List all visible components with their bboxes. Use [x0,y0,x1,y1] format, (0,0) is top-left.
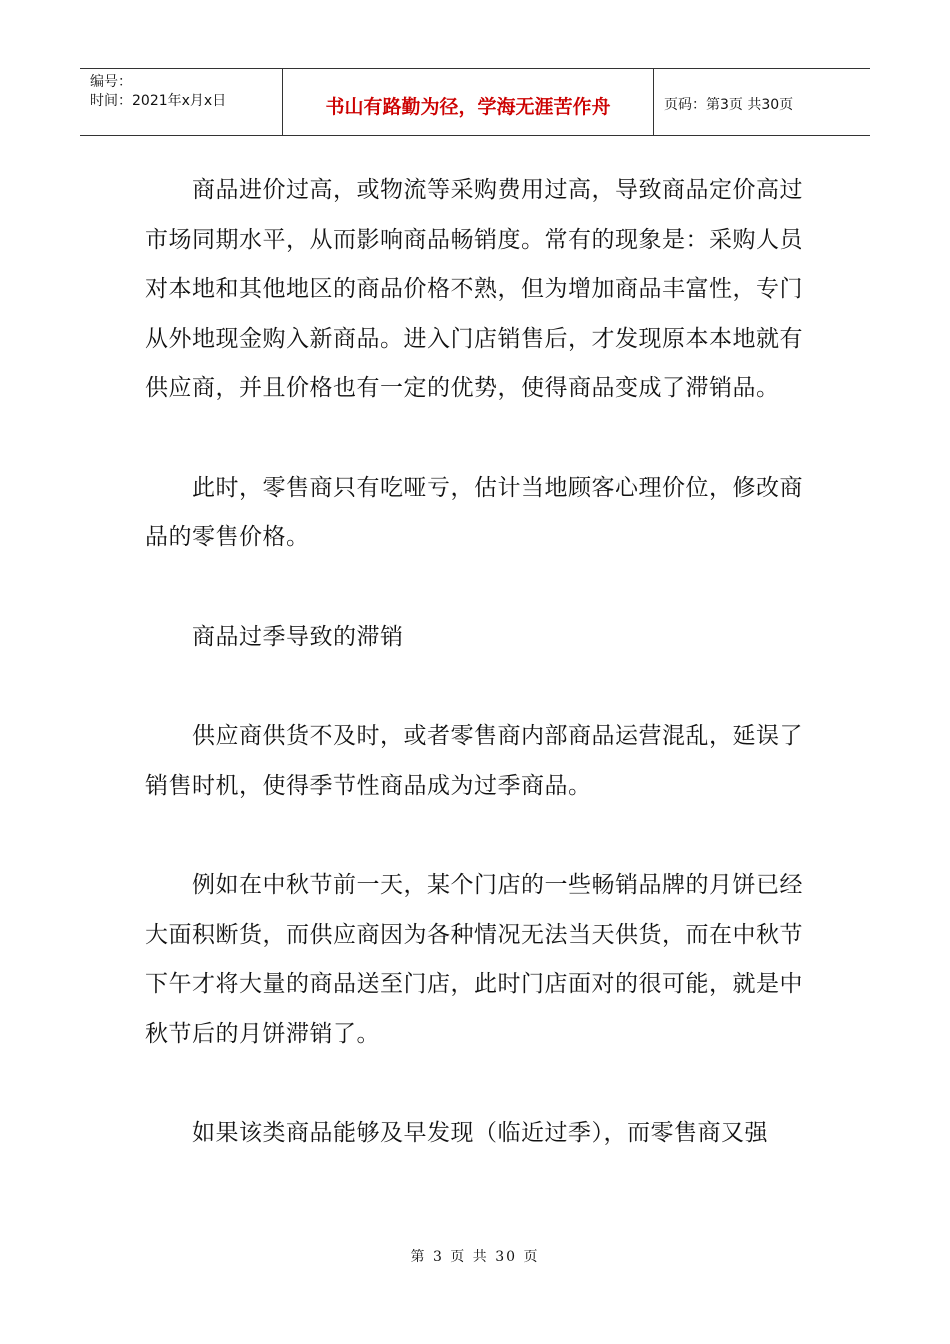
paragraph-4: 例如在中秋节前一天，某个门店的一些畅销品牌的月饼已经大面积断货，而供应商因为各种情况无法当天供货，而在中秋节下午才将大量的商品送至门店，此时门店面对的很可能，就是中秋节后的月饼滞销了。 [145,872,803,1047]
paragraph-3: 供应商供货不及时，或者零售商内部商品运营混乱，延误了销售时机，使得季节性商品成为过季商品。 [145,723,803,799]
document-body [145,166,825,1159]
section-heading: 商品过季导致的滞销 [192,623,404,650]
code-label: 编号： [90,74,132,90]
header-motto: 书山有路勤为径，学海无涯苦作舟 [283,69,654,135]
paragraph-1: 商品进价过高，或物流等采购费用过高，导致商品定价高过市场同期水平，从而影响商品畅销度。常有的现象是：采购人员对本地和其他地区的商品价格不熟，但为增加商品丰富性，专门从外地现金购入新商品。进入门店销售后，才发现原本本地就有供应商，并且价格也有一定的优势，使得商品变成了滞销品。 [145,177,803,401]
page-footer: 第 3 页 共 30 页 [410,1249,540,1265]
header-page-info: 页码：第3页 共30页 [664,97,794,113]
header-meta [80,69,283,135]
paragraph-2: 此时，零售商只有吃哑亏，估计当地顾客心理价位，修改商品的零售价格。 [145,474,803,550]
paragraph-5: 如果该类商品能够及早发现（临近过季），而零售商又强 [192,1120,768,1146]
document-header [80,68,870,136]
date-label: 时间：2021年x月x日 [90,93,227,109]
